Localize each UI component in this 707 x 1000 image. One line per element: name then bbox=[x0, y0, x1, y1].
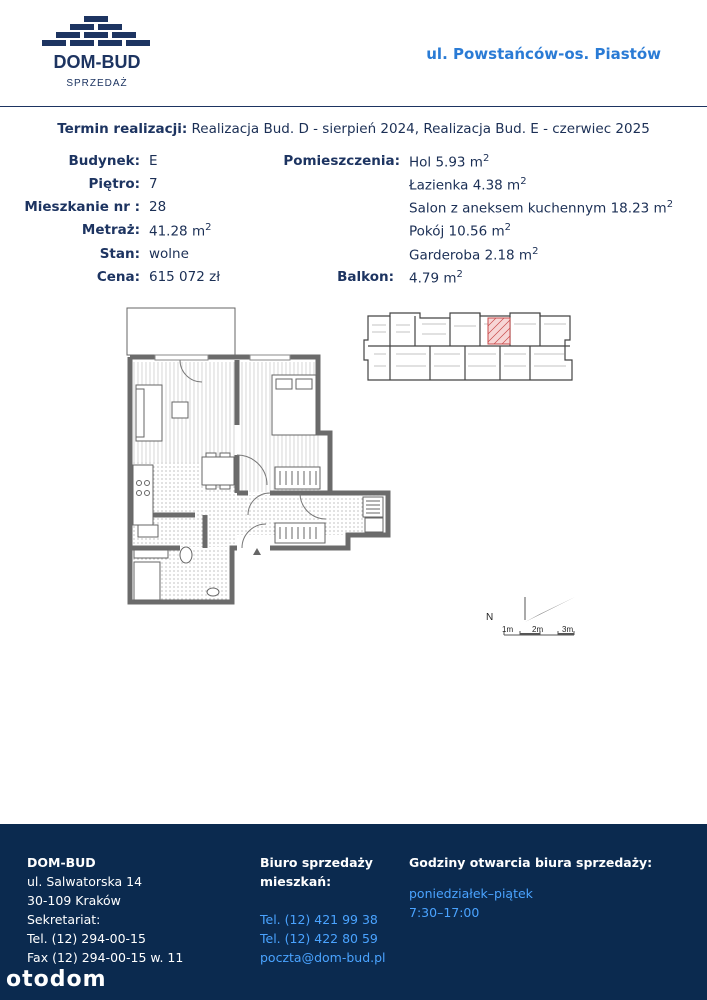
scale-label-2m: 2m bbox=[532, 625, 544, 634]
balcony-value: 4.79 $m^2$ bbox=[409, 269, 463, 287]
floor-value: 7 bbox=[149, 176, 158, 192]
otodom-watermark: otodom bbox=[6, 967, 107, 992]
room-item: Hol 5.93 $m^2$ bbox=[409, 153, 490, 171]
balcony-label: Balkon: bbox=[337, 269, 394, 285]
brand-subtitle: SPRZEDAŻ bbox=[66, 78, 128, 89]
secretariat-tel: Tel. (12) 294-00-15 bbox=[27, 931, 146, 946]
property-address: ul. Powstańców-os. Piastów bbox=[426, 45, 661, 63]
room-item: Salon z aneksem kuchennym 18.23 $m^2$ bbox=[409, 199, 674, 217]
area-label: Metraż: bbox=[81, 222, 140, 238]
completion-term bbox=[0, 121, 707, 137]
completion-term-value: Realizacja Bud. D - sierpień 2024, Realizacja Bud. E - czerwiec 2025 bbox=[191, 121, 650, 137]
room-item: Garderoba 2.18 $m^2$ bbox=[409, 246, 539, 264]
price-value: 615 072 zł bbox=[149, 269, 221, 285]
secretariat-label: Sekretariat: bbox=[27, 912, 101, 927]
floor-label: Piętro: bbox=[88, 176, 140, 192]
sales-phone-1[interactable]: Tel. (12) 421 99 38 bbox=[260, 912, 378, 927]
hours-time: 7:30–17:00 bbox=[409, 905, 480, 920]
scale-label-3m: 3m bbox=[562, 625, 574, 634]
dining-table bbox=[202, 453, 234, 489]
price-label: Cena: bbox=[96, 269, 140, 285]
sales-title: Biuro sprzedaży bbox=[260, 855, 373, 870]
entrance-marker bbox=[253, 548, 261, 555]
secretariat-fax: Fax (12) 294-00-15 w. 11 bbox=[27, 950, 184, 965]
room-item: Łazienka 4.38 $m^2$ bbox=[409, 176, 527, 194]
window bbox=[250, 355, 290, 360]
building-key-plan bbox=[360, 310, 575, 385]
sales-title-2: mieszkań: bbox=[260, 874, 332, 889]
sofa bbox=[136, 385, 162, 441]
hours-days: poniedziałek–piątek bbox=[409, 886, 533, 901]
balcony-outline bbox=[127, 308, 235, 355]
hours-title: Godziny otwarcia biura sprzedaży: bbox=[409, 855, 653, 870]
scale-label-1m: 1m bbox=[502, 625, 514, 634]
rooms-label: Pomieszczenia: bbox=[283, 153, 400, 169]
opening-hours bbox=[409, 853, 652, 922]
north-arrow-icon bbox=[525, 597, 575, 622]
apartment-floor-plan bbox=[120, 305, 395, 610]
company-contact bbox=[27, 853, 183, 967]
window bbox=[155, 355, 208, 360]
north-label: N bbox=[486, 612, 494, 623]
bed bbox=[272, 375, 316, 435]
building-label: Budynek: bbox=[68, 153, 140, 169]
brick-roof-icon bbox=[38, 14, 156, 54]
dom-bud-logo bbox=[38, 14, 156, 96]
room-item: Pokój 10.56 $m^2$ bbox=[409, 222, 512, 240]
apartment-value: 28 bbox=[149, 199, 167, 215]
north-arrow-and-scale bbox=[480, 592, 580, 640]
company-street: ul. Salwatorska 14 bbox=[27, 874, 143, 889]
header-divider bbox=[0, 106, 707, 107]
status-value: wolne bbox=[149, 246, 189, 262]
apartment-label: Mieszkanie nr : bbox=[24, 199, 140, 215]
sales-phone-2[interactable]: Tel. (12) 422 80 59 bbox=[260, 931, 378, 946]
page-header bbox=[0, 0, 707, 106]
coffee-table bbox=[172, 402, 188, 418]
building-value: E bbox=[149, 153, 158, 169]
company-name: DOM-BUD bbox=[27, 855, 96, 870]
sales-email-link[interactable]: poczta@dom-bud.pl bbox=[260, 950, 386, 965]
status-label: Stan: bbox=[99, 246, 140, 262]
area-value: 41.28 $m^2$ bbox=[149, 222, 212, 240]
brand-name: DOM-BUD bbox=[53, 52, 141, 72]
company-city: 30-109 Kraków bbox=[27, 893, 121, 908]
sales-office bbox=[260, 853, 386, 967]
completion-term-label: Termin realizacji: bbox=[57, 121, 188, 137]
